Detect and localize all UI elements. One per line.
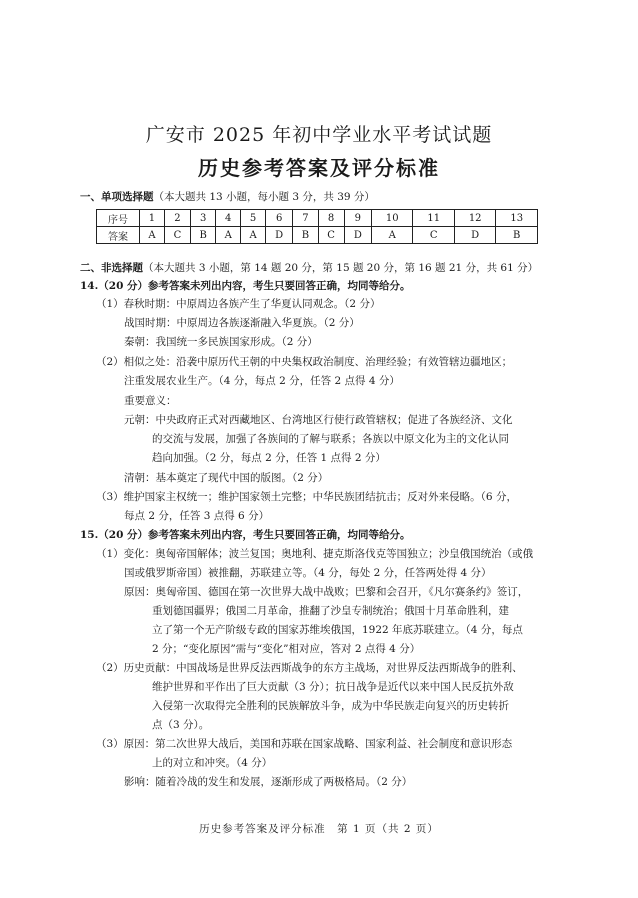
exam-title: 广安市 2025 年初中学业水平考试试题 <box>145 124 493 146</box>
section2-line <box>80 262 538 275</box>
answer-table <box>96 209 538 244</box>
question-number: 11 <box>413 210 454 227</box>
answer-cell: C <box>164 227 190 244</box>
answer-cell: B <box>191 227 216 244</box>
q14-line: （1）春秋时期：中原周边各族产生了华夏认同观念。（2 分） <box>96 298 381 310</box>
q15-line: 重划德国疆界；俄国二月革命，推翻了沙皇专制统治；俄国十月革命胜利，建 <box>152 605 509 617</box>
question-number: 9 <box>344 210 371 227</box>
number-row-label: 序号 <box>97 210 140 227</box>
q14-heading: 14.（20 分）参考答案未列出内容，考生只要回答正确，均同等给分。 <box>80 280 411 292</box>
question-number: 1 <box>140 210 165 227</box>
section1-heading: 一、单项选择题 <box>80 191 154 203</box>
answer-cell: A <box>241 227 266 244</box>
q14-line: （2）相似之处：沿袭中原历代王朝的中央集权政治制度、治理经验；有效管辖边疆地区； <box>96 356 513 368</box>
q15-line: 国或俄罗斯帝国）被推翻，苏联建立等。（4 分，每处 2 分，任答两处得 4 分） <box>124 567 492 579</box>
q14-line: 元朝：中央政府正式对西藏地区、台湾地区行使行政管辖权；促进了各族经济、文化 <box>124 414 513 426</box>
answer-cell: D <box>344 227 371 244</box>
q15-line: （3）原因：第二次世界大战后，美国和苏联在国家战略、国家利益、社会制度和意识形态 <box>96 738 513 750</box>
question-number: 6 <box>266 210 293 227</box>
q14-line: 每点 2 分，任答 3 点得 6 分） <box>124 510 270 522</box>
q14-line: 战国时期：中原周边各族逐渐融入华夏族。（2 分） <box>124 317 360 329</box>
q14-line: 清朝：基本奠定了现代中国的版图。（2 分） <box>124 472 329 484</box>
question-number: 4 <box>216 210 241 227</box>
answer-table-number-row <box>97 210 538 227</box>
question-number: 3 <box>191 210 216 227</box>
q15-line: 上的对立和冲突。（4 分） <box>152 757 273 769</box>
q14-line: 注重发展农业生产。（4 分，每点 2 分，任答 2 点得 4 分） <box>124 375 400 387</box>
answer-cell: B <box>293 227 318 244</box>
q14-line: 秦朝：我国统一多民族国家形成。（2 分） <box>124 336 318 348</box>
answer-cell: A <box>371 227 412 244</box>
q14-line: （3）维护国家主权统一；维护国家领土完整；中华民族团结抗击；反对外来侵略。（6 分， <box>96 491 517 503</box>
q15-line: 入侵第一次取得完全胜利的民族解放斗争，成为中华民族走向复兴的历史转折 <box>152 700 509 712</box>
section1-line <box>80 191 375 204</box>
page-footer: 历史参考答案及评分标准 第 1 页（共 2 页） <box>199 823 439 835</box>
question-number: 10 <box>371 210 412 227</box>
q15-line: 立了第一个无产阶级专政的国家苏维埃俄国，1922 年底苏联建立。（4 分，每点 <box>152 624 523 636</box>
answer-row-label: 答案 <box>97 227 140 244</box>
answer-cell: D <box>454 227 495 244</box>
q15-line: （1）变化：奥匈帝国解体；波兰复国；奥地利、捷克斯洛伐克等国独立；沙皇俄国统治（或俄 <box>96 548 534 560</box>
question-number: 12 <box>454 210 495 227</box>
question-number: 13 <box>496 210 538 227</box>
answer-cell: C <box>318 227 344 244</box>
answer-table-answer-row <box>97 227 538 244</box>
q15-line: 2 分；“变化原因”需与“变化”相对应，答对 2 点得 4 分） <box>152 643 421 655</box>
question-number: 7 <box>293 210 318 227</box>
q15-line: 维护世界和平作出了巨大贡献（3 分）；抗日战争是近代以来中国人民反抗外敌 <box>152 681 514 693</box>
answer-cell: A <box>140 227 165 244</box>
q15-line: （2）历史贡献：中国战场是世界反法西斯战争的东方主战场，对世界反法西斯战争的胜利、 <box>96 662 523 674</box>
q14-line: 趋向加强。（2 分，每点 2 分，任答 1 点得 2 分） <box>152 452 386 464</box>
q15-line: 影响：随着冷战的发生和发展，逐渐形成了两极格局。（2 分） <box>124 776 413 788</box>
exam-subtitle: 历史参考答案及评分标准 <box>198 156 440 180</box>
section1-note: （本大题共 13 小题，每小题 3 分，共 39 分） <box>153 191 375 203</box>
answer-cell: D <box>266 227 293 244</box>
q15-line: 原因：奥匈帝国、德国在第一次世界大战中战败；巴黎和会召开，《凡尔赛条约》签订， <box>124 586 529 598</box>
section2-note: （本大题共 3 小题，第 14 题 20 分，第 15 题 20 分，第 16 题 21 分，共 61 分） <box>143 262 539 274</box>
q15-heading: 15.（20 分）参考答案未列出内容，考生只要回答正确，均同等给分。 <box>80 529 411 541</box>
q14-line: 重要意义： <box>124 395 177 407</box>
answer-cell: A <box>216 227 241 244</box>
question-number: 5 <box>241 210 266 227</box>
q14-line: 的交流与发展，加强了各族间的了解与联系；各族以中原文化为主的文化认同 <box>152 433 509 445</box>
answer-cell: B <box>496 227 538 244</box>
question-number: 8 <box>318 210 344 227</box>
question-number: 2 <box>164 210 190 227</box>
section2-heading: 二、非选择题 <box>80 262 143 274</box>
answer-cell: C <box>413 227 454 244</box>
q15-line: 点（3 分）。 <box>152 719 210 731</box>
